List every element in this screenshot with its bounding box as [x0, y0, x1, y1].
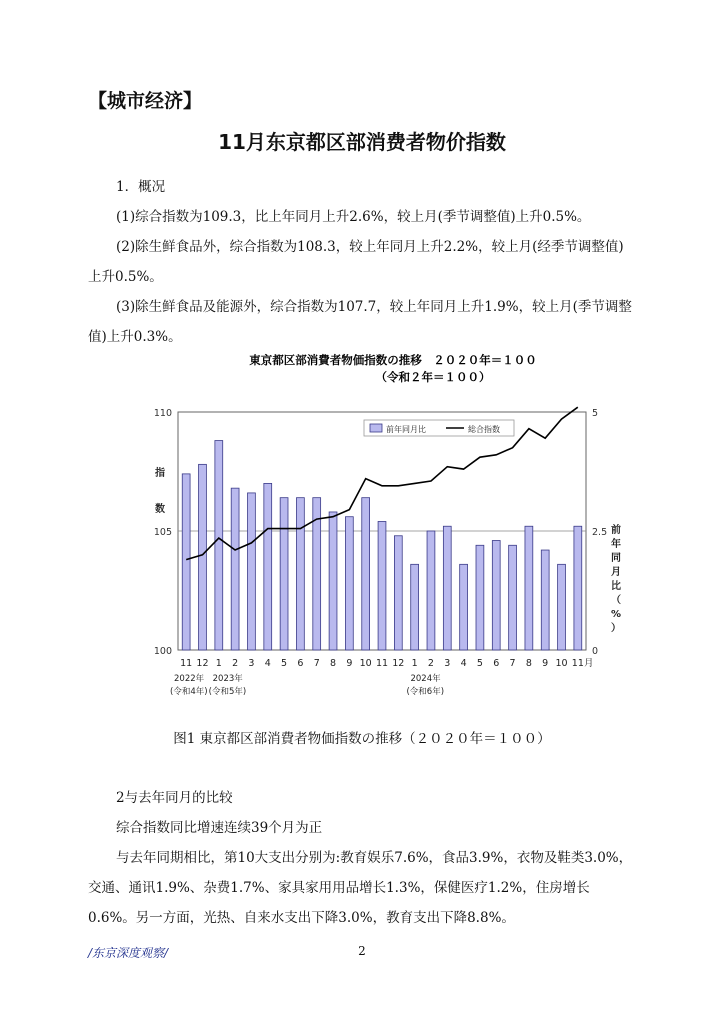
bar-yoy [329, 512, 337, 650]
y-right-axis-label: （ [611, 595, 621, 606]
bar-yoy [199, 464, 207, 650]
x-era-label: (令和6年) [406, 687, 445, 697]
overview-item-1: (1)综合指数为109.3，比上年同月上升2.6%，较上月(季节调整值)上升0.5%。 [116, 209, 591, 225]
x-tick-label: 3 [248, 658, 255, 669]
x-tick-label: 11 [180, 658, 193, 669]
bar-yoy [378, 521, 386, 650]
bar-yoy [296, 498, 304, 650]
y-right-axis-label: 同 [611, 553, 621, 564]
x-tick-label: 9 [346, 658, 353, 669]
section-tag: 【城市经济】 [88, 90, 203, 112]
bar-yoy [476, 545, 484, 650]
bar-yoy [248, 493, 256, 650]
x-tick-label: 10 [555, 658, 568, 669]
bar-yoy [345, 517, 353, 650]
x-year-label: 2024年 [410, 674, 441, 684]
bar-yoy [509, 545, 517, 650]
x-tick-label: 1 [411, 658, 418, 669]
y-right-axis-label: 前 [611, 525, 621, 536]
x-tick-label: 11 [571, 658, 584, 669]
figure-caption: 图1 東京都区部消費者物価指数の推移（２０２０年＝１００） [173, 731, 551, 747]
bar-yoy [492, 541, 500, 650]
y-right-axis-label: 月 [611, 567, 621, 578]
overview-section [88, 172, 636, 352]
comparison-paragraph: 与去年同期相比，第10大支出分别为:教育娱乐7.6%，食品3.9%，衣物及鞋类3.0%，交通、通讯1.9%、杂费1.7%、家具家用用品增长1.3%，保健医疗1.2%，住房增长0.6%。另一方面，光热、自来水支出下降3.0%，教育支出下降8.8%。 [88, 850, 633, 926]
y-right-tick-label: 0 [592, 646, 599, 657]
bar-yoy [411, 564, 419, 650]
overview-item-2: (2)除生鲜食品外，综合指数为108.3，较上年同月上升2.2%，较上月(经季节调整值)上升0.5%。 [88, 239, 624, 285]
x-tick-label: 5 [476, 658, 483, 669]
bar-yoy [541, 550, 549, 650]
x-year-label: 2022年 [174, 674, 205, 684]
legend-line-label: 総合指数 [468, 425, 500, 434]
cpi-chart [148, 348, 638, 703]
x-tick-label: 8 [330, 658, 337, 669]
y-left-tick-label: 100 [153, 646, 172, 657]
bar-yoy [182, 474, 190, 650]
x-tick-label: 11 [375, 658, 389, 669]
x-tick-label: 3 [444, 658, 451, 669]
overview-heading: 1．概况 [116, 179, 166, 195]
y-right-tick-label: 2.5 [592, 527, 608, 538]
bar-yoy [525, 526, 533, 650]
x-era-label: (令和4年) [170, 687, 208, 697]
overview-item-3: (3)除生鲜食品及能源外，综合指数为107.7，较上年同月上升1.9%，较上月(季节调整值)上升0.3%。 [88, 299, 632, 345]
x-tick-label: 4 [264, 658, 271, 669]
x-month-suffix: 月 [584, 658, 594, 669]
x-tick-label: 7 [509, 658, 516, 669]
bar-yoy [427, 531, 435, 650]
y-left-tick-label: 105 [153, 527, 172, 538]
legend-bar-swatch [370, 424, 382, 432]
chart-subtitle: （令和２年＝１００） [375, 370, 491, 384]
y-left-tick-label: 110 [153, 408, 172, 419]
x-year-label: 2023年 [212, 674, 243, 684]
y-right-axis-label: ） [611, 623, 621, 634]
y-right-axis-label: 年 [611, 539, 621, 550]
x-tick-label: 9 [542, 658, 549, 669]
bar-yoy [215, 441, 223, 650]
legend-bar-label: 前年同月比 [386, 425, 426, 434]
comparison-section [88, 783, 636, 933]
y-right-tick-label: 5 [592, 408, 599, 419]
x-era-label: (令和5年) [208, 687, 247, 697]
y-left-axis-label: 指 [155, 468, 165, 479]
bar-yoy [231, 488, 239, 650]
footer-brand: /东京深度观察/ [88, 946, 169, 960]
x-tick-label: 6 [297, 658, 304, 669]
x-tick-label: 8 [525, 658, 532, 669]
x-tick-label: 12 [196, 658, 209, 669]
x-tick-label: 7 [313, 658, 320, 669]
cpi-chart-svg [148, 348, 638, 703]
bar-yoy [574, 526, 582, 650]
comparison-heading: 2与去年同月的比较 [116, 790, 233, 806]
bar-yoy [264, 483, 272, 650]
x-tick-label: 6 [493, 658, 500, 669]
y-left-axis-label: 数 [155, 504, 165, 515]
page-title: 11月东京都区部消费者物价指数 [218, 130, 506, 154]
comparison-subheading: 综合指数同比增速连续39个月为正 [116, 820, 323, 836]
chart-title: 東京都区部消費者物価指数の推移 ２０２０年＝１００ [249, 353, 537, 367]
x-tick-label: 4 [460, 658, 467, 669]
bar-yoy [443, 526, 451, 650]
x-tick-label: 10 [359, 658, 372, 669]
x-tick-label: 1 [215, 658, 222, 669]
bar-yoy [362, 498, 370, 650]
bar-yoy [460, 564, 468, 650]
page-number: 2 [358, 944, 366, 958]
bar-yoy [558, 564, 566, 650]
x-tick-label: 2 [232, 658, 239, 669]
y-right-axis-label: 比 [611, 581, 621, 592]
y-right-axis-label: % [610, 609, 622, 620]
x-tick-label: 2 [427, 658, 434, 669]
bar-yoy [394, 536, 402, 650]
x-tick-label: 12 [392, 658, 405, 669]
x-tick-label: 5 [281, 658, 288, 669]
bar-yoy [280, 498, 288, 650]
